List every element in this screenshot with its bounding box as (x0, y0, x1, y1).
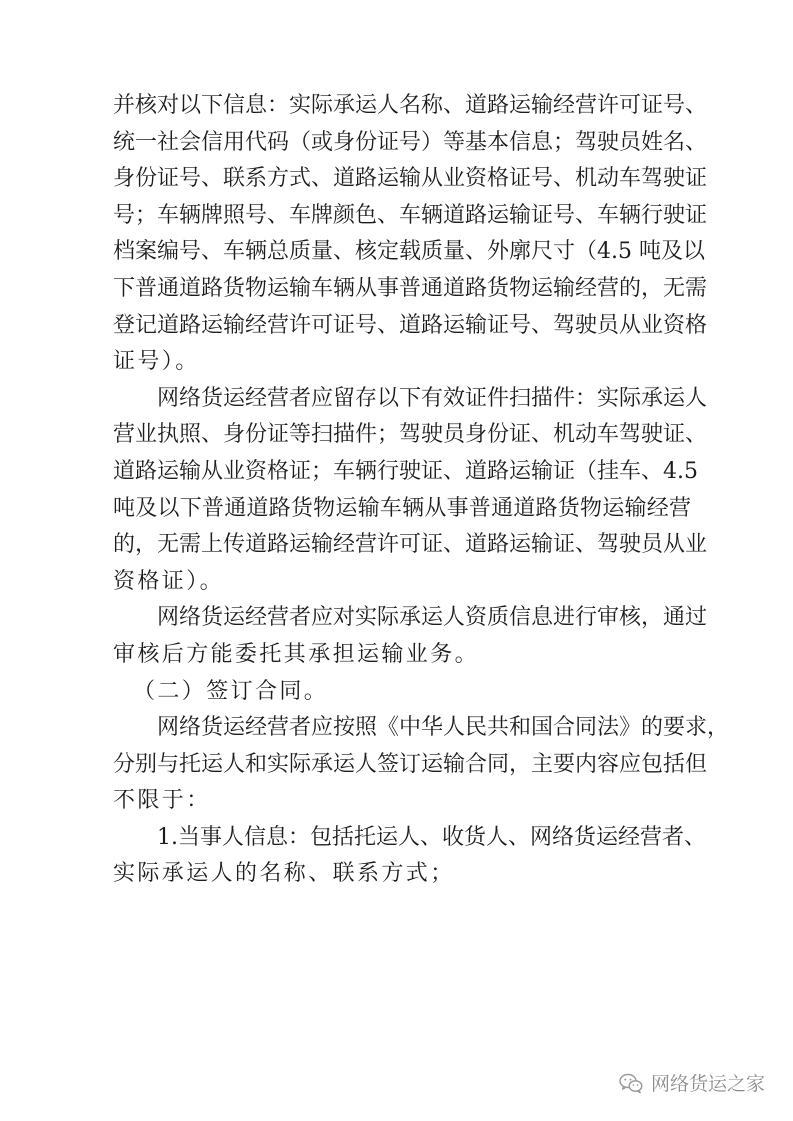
watermark (619, 1069, 765, 1096)
text-line: 分别与托运人和实际承运人签订运输合同，主要内容应包括但 (113, 751, 708, 777)
text-line: 证号）。 (113, 349, 200, 375)
text-line: 并核对以下信息：实际承运人名称、道路运输经营许可证号、 (113, 93, 708, 118)
text-line: 下普通道路货物运输车辆从事普通道路货物运输经营的，无需 (113, 275, 708, 301)
text-line: 实际承运人的名称、联系方式； (113, 861, 455, 887)
section-heading: （二）签订合同。 (133, 678, 329, 704)
paragraph-first-line: 网络货运经营者应留存以下有效证件扫描件：实际承运人 (157, 385, 708, 411)
text-line: 审核后方能委托其承担运输业务。 (113, 641, 480, 667)
text-line: 不限于： (113, 788, 211, 814)
text-line: 登记道路运输经营许可证号、道路运输证号、驾驶员从业资格 (113, 312, 708, 338)
watermark-text: 网络货运之家 (650, 1073, 765, 1095)
document-page (113, 88, 730, 893)
text-line: 统一社会信用代码（或身份证号）等基本信息；驾驶员姓名、 (113, 129, 708, 155)
text-line: 吨及以下普通道路货物运输车辆从事普通道路货物运输经营 (113, 495, 691, 521)
text-line: 的，无需上传道路运输经营许可证、道路运输证、驾驶员从业 (113, 532, 708, 558)
wechat-icon (619, 1072, 643, 1094)
paragraph-first-line: 网络货运经营者应按照《中华人民共和国合同法》的要求， (157, 715, 730, 741)
paragraph-first-line: 网络货运经营者应对实际承运人资质信息进行审核，通过 (157, 605, 708, 631)
text-line: 档案编号、车辆总质量、核定载质量、外廓尺寸（4.5 吨及以 (113, 239, 705, 265)
text-line: 道路运输从业资格证；车辆行驶证、道路运输证（挂车、4.5 (113, 458, 698, 484)
list-item-first-line: 1.当事人信息：包括托运人、收货人、网络货运经营者、 (157, 824, 706, 850)
text-line: 营业执照、身份证等扫描件；驾驶员身份证、机动车驾驶证、 (113, 422, 708, 448)
text-line: 号；车辆牌照号、车牌颜色、车辆道路运输证号、车辆行驶证 (113, 202, 708, 228)
text-line: 资格证）。 (113, 568, 225, 594)
text-line: 身份证号、联系方式、道路运输从业资格证号、机动车驾驶证 (113, 166, 708, 192)
